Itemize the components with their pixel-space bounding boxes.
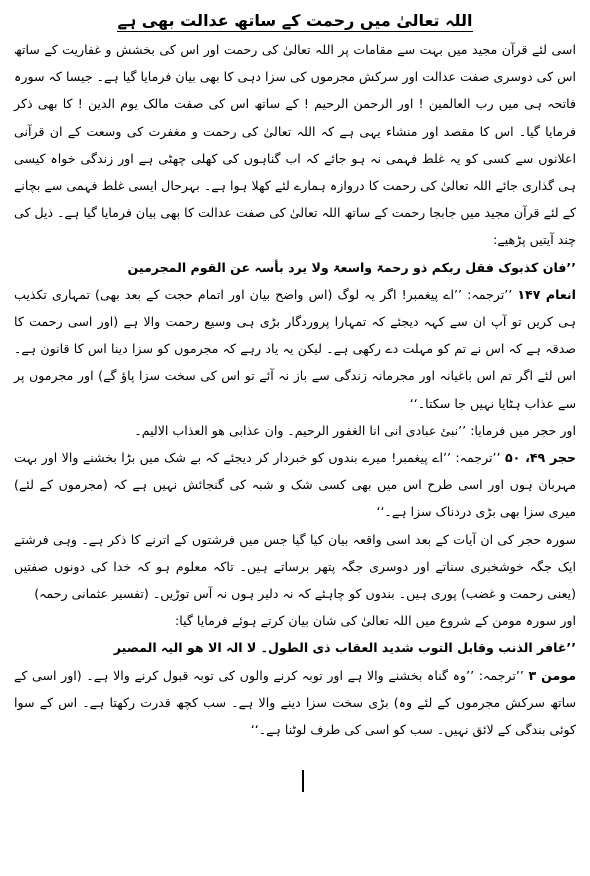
intro-paragraph: اسی لئے قرآن مجید میں بہت سے مقامات پر اللہ تعالیٰ کی رحمت اور اس کی بخشش و غفاریت کے ساتھ اس کی دوسری صفت عدالت اور سرکش مجرموں کی سزا دہی کا بھی بیان فرمایا گیا ہے۔ جیسا کہ سورہ فاتحہ ہی میں رب العالمین ! اور الرحمن الرحیم ! کے ساتھ اس کی صفت مالک یوم الدین ! کا بھی ذکر فرمایا گیا۔ اس کا مقصد اور منشاء یہی ہے کہ اللہ تعالیٰ کی رحمت و مغفرت کی وسعت کے ان قرآنی اعلانوں سے کسی کو یہ غلط فہمی نہ ہو جائے کہ اب گناہوں کی کھلی چھٹی ہے اور زندگی خواہ کیسی ہی گذاری جائے اللہ تعالیٰ کی رحمت کا دروازہ ہمارے لئے کھلا ہوا ہے۔ بہرحال ایسی غلط فہمی سے بچانے کے لئے قرآن مجید میں جابجا رحمت کے ساتھ اللہ تعالیٰ کی صفت عدالت کا بھی بیان فرمایا گیا ہے۔ ذیل کی چند آیتیں پڑھیے: [14,42,576,248]
translation-hijr-text: ’’ترجمہ: ’’اے پیغمبر! میرے بندوں کو خبردار کر دیجئے کہ بے شک میں بڑا بخشنے والا اور بہت مہربان ہوں اور اسی طرح اس میں بھی کسی شک و شبہ کی گنجائش نہیں ہے کہ (مجرموں کے لئے) میری سزا بھی بڑی دردناک سزا ہے۔‘‘ [14,450,576,520]
verse-anam: ’’فان کذبوک فقل ربکم ذو رحمۃ واسعۃ ولا یرد بأسہ عن القوم المجرمین [127,259,576,275]
reference-hijr: حجر ۴۹، ۵۰ [504,450,576,466]
translation-anam-text: ’’ترجمہ: ’’اے پیغمبر! اگر یہ لوگ (اس واضح بیان اور اتمام حجت کے بعد بھی) تمہاری تکذیب ہی کریں تو آپ ان سے کہہ دیجئے کہ تمہارا پروردگار بڑی ہی وسیع رحمت والا ہے (اور اسی رحمت کا صدقہ ہے کہ اس نے تم کو مہلت دے رکھی ہے۔ لیکن یہ یاد رہے کہ مجرموں کو سزا دینا اس کا قانون ہے۔ اس لئے اگر تم اس باغیانہ اور مجرمانہ زندگی سے باز نہ آئے تو اس کی سخت سزا پاؤ گے) اور مجرموں پر سے عذاب ہٹایا نہیں جا سکتا۔‘‘ [14,286,576,411]
translation-anam [14,281,576,417]
page-heading [14,8,576,34]
heading-text: اللہ تعالیٰ میں رحمت کے ساتھ عدالت بھی ہے [117,11,473,30]
translation-hijr [14,444,576,526]
reference-anam: انعام ۱۴۷ [517,286,576,302]
hijr-verse-paragraph: اور حجر میں فرمایا: ’’نبئ عبادی انی انا الغفور الرحیم۔ وان عذابی ھو العذاب الالیم۔ [134,422,576,438]
verse-momin: ’’غافر الذنب وقابل التوب شدید العقاب ذی الطول۔ لا الہ الا ھو الیہ المصیر [113,640,576,656]
reference-momin: مومن ۳ [528,667,576,683]
momin-intro-paragraph: اور سورہ مومن کے شروع میں اللہ تعالیٰ کی شان بیان کرتے ہوئے فرمایا گیا: [175,613,576,629]
translation-momin [14,662,576,744]
text-cursor-icon [302,770,304,792]
translation-momin-text: ’’ترجمہ: ’’وہ گناہ بخشنے والا ہے اور توبہ کرنے والوں کی توبہ قبول کرنے والا ہے۔ (اور اسی کے ساتھ سرکش مجرموں کے لئے وہ) بڑی سخت سزا دینے والا ہے۔ سب کچھ قدرت رکھتا ہے۔ اس کے سوا کوئی بندگی کے لائق نہیں۔ سب کو اسی کی طرف لوٹنا ہے۔‘‘ [14,667,576,738]
commentary-paragraph: سورہ حجر کی ان آیات کے بعد اسی واقعہ بیان کیا گیا جس میں فرشتوں کے اترنے کا ذکر ہے۔ وہی فرشتے ایک جگہ خوشخبری سناتے اور دوسری جگہ پتھر برساتے ہیں۔ تاکہ معلوم ہو کہ خدا کی دونوں صفتیں (یعنی رحمت و غضب) پوری ہیں۔ بندوں کو چاہئے کہ نہ دلیر ہوں نہ آس توڑیں۔ (تفسیر عثمانی رحمہ) [14,531,576,602]
